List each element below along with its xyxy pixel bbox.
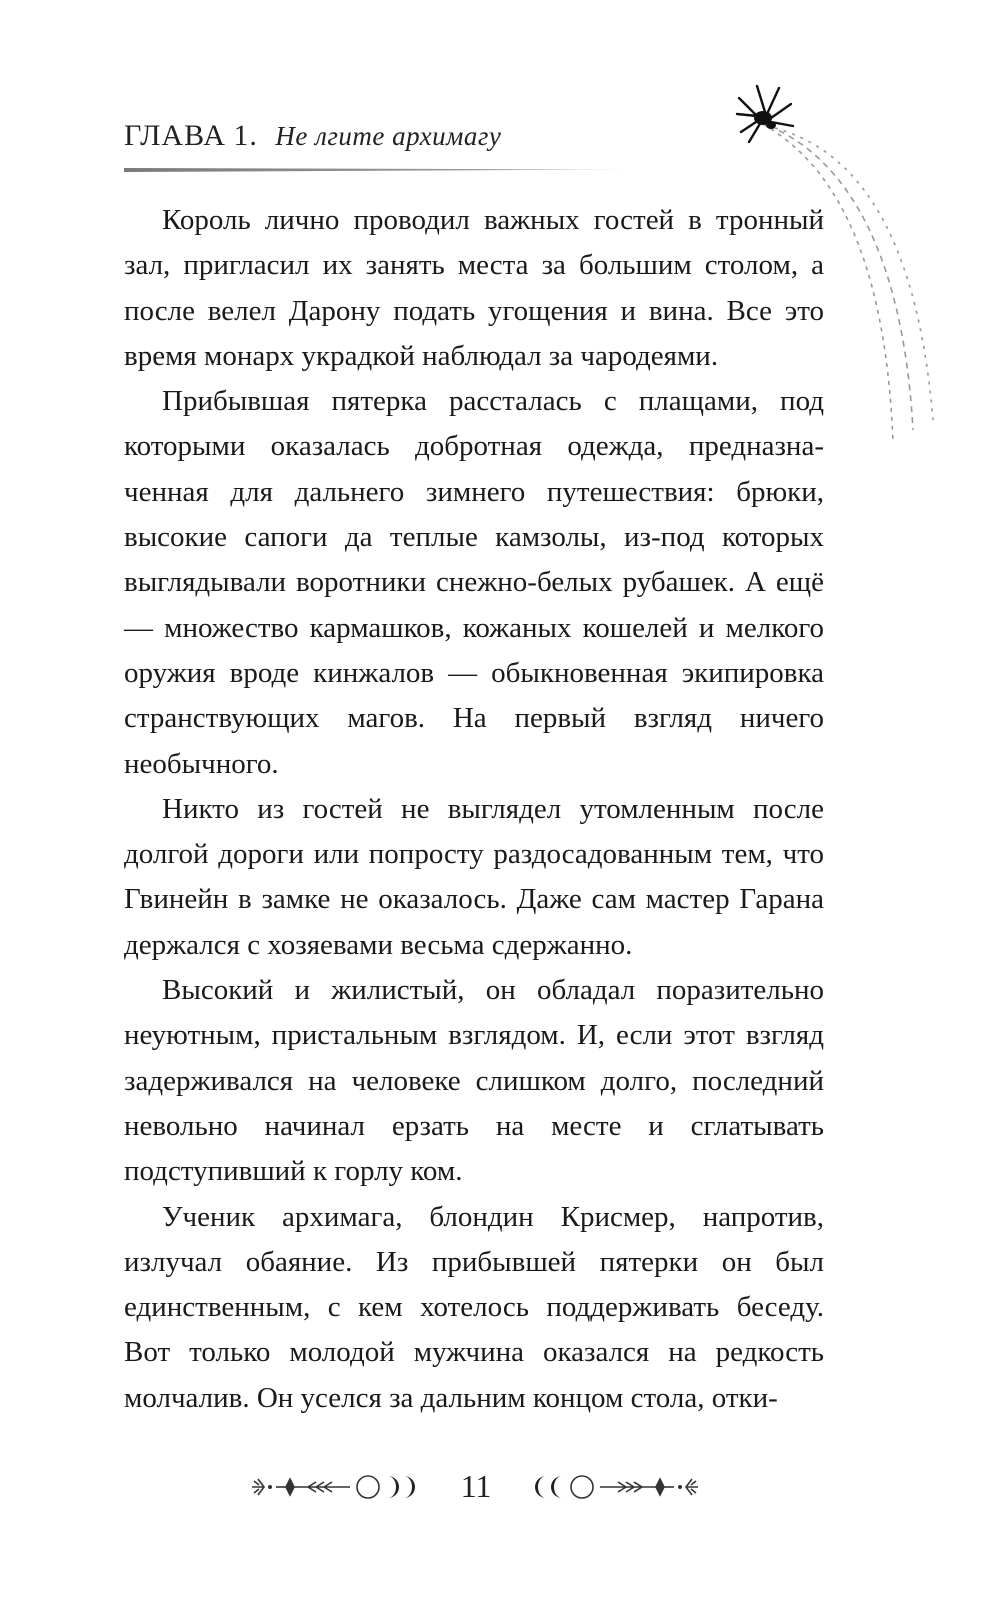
- paragraph: Никто из гостей не выглядел утомленным после долгой дороги или попросту раздосадованным тем, что Гвинейн в замке не оказалось. Даже сам мастер Гарана держался с хозяевами весьма сдержанно.: [124, 792, 824, 961]
- header-rule: [124, 167, 629, 173]
- right-full-moon-icon: [571, 1476, 593, 1498]
- page-number: 11: [460, 1468, 492, 1504]
- paragraph: Король лично проводил важных гостей в тронный зал, пригласил их занять места за большим столом, а после велел Дарону подать угощения и вина. Все это время монарх украдкой наблюдал за чародеями.: [124, 204, 824, 372]
- right-sprig-icon: [686, 1479, 698, 1495]
- running-head: [124, 118, 501, 154]
- right-crescent-icon: [535, 1476, 546, 1498]
- left-sprig-icon: [252, 1479, 264, 1495]
- paragraph: Прибывшая пятерка рассталась с плащами, под которыми оказалась добротная одежда, предназначенная для дальнего зимнего путешествия: брюки, высокие сапоги да теплые камзолы, из-под которых выглядывали воротники снежно-белых рубашек. А ещё — множество кармашков, кожаных кошелей и мелкого оружия вроде кинжалов — обыкновенная экипировка странствующих магов. На первый взгляд ничего необычного.: [124, 385, 824, 780]
- left-crescent-icon: [388, 1476, 399, 1498]
- paragraph: Высокий и жилистый, он обладал поразительно неуютным, пристальным взглядом. И, если этот взгляд задерживался на человеке слишком долго, последний невольно начинал ерзать на месте и сглатывать подступивший к горлу ком.: [124, 974, 824, 1188]
- chapter-label: ГЛАВА: [124, 119, 226, 152]
- paragraph: Ученик архимага, блондин Крисмер, напротив, излучал обаяние. Из прибывшей пятерки он был единственным, с кем хотелось поддерживать беседу. Вот только молодой мужчина оказался на редкость молчалив. Он уселся за дальним концом стола, отки-: [124, 1200, 824, 1414]
- left-crescent-icon-2: [404, 1476, 415, 1498]
- chapter-number: 1.: [233, 119, 258, 152]
- right-diamond-icon: [656, 1479, 664, 1495]
- chapter-title: Не лгите архимагу: [275, 121, 502, 151]
- right-crescent-icon-2: [551, 1476, 562, 1498]
- body-text: [124, 198, 824, 1421]
- left-full-moon-icon: [357, 1476, 379, 1498]
- left-diamond-icon: [286, 1479, 294, 1495]
